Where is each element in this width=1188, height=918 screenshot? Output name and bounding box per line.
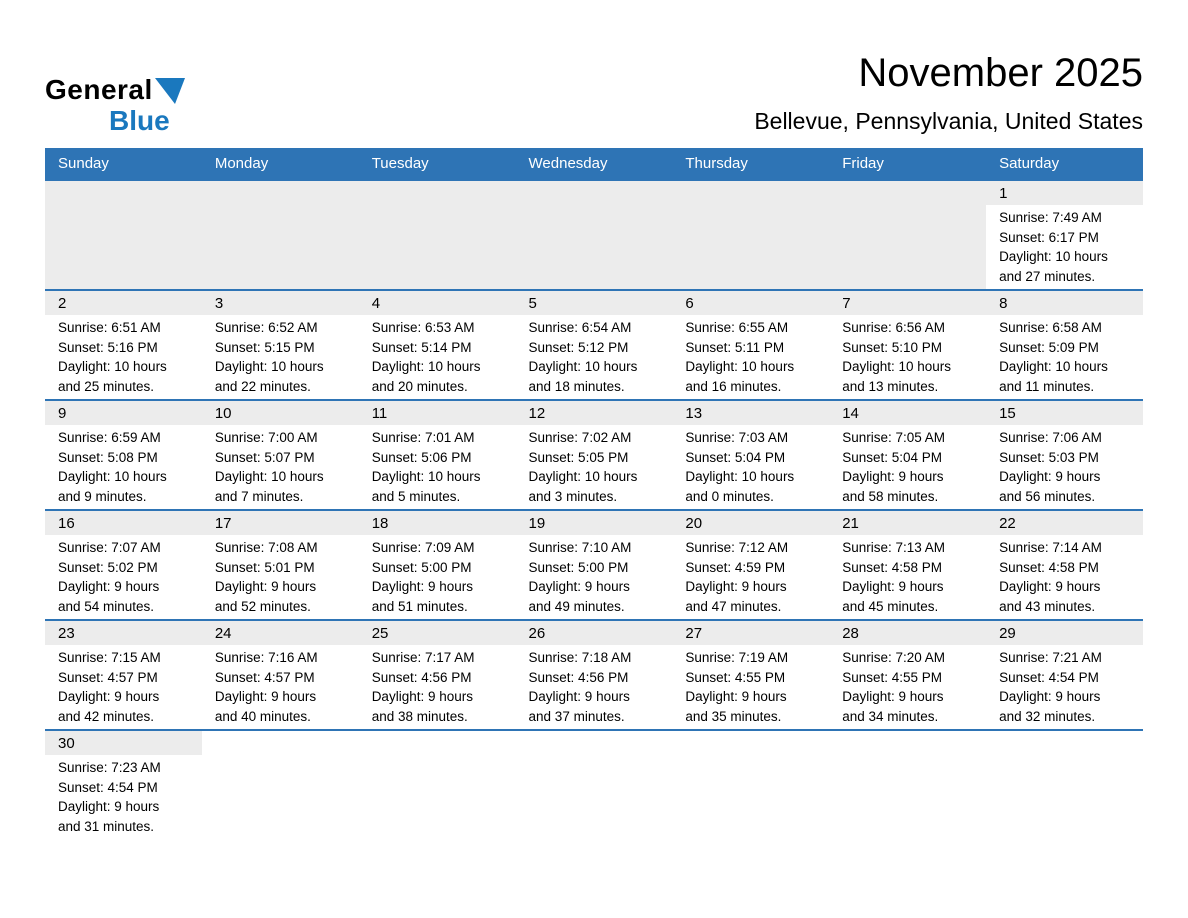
week-row-4 bbox=[45, 509, 1143, 619]
sunrise-text: Sunrise: 6:56 AM bbox=[842, 320, 946, 335]
sunrise-text: Sunrise: 7:01 AM bbox=[371, 430, 475, 445]
sunset-text: Sunset: 4:55 PM bbox=[685, 669, 786, 685]
sunrise-text: Sunrise: 7:09 AM bbox=[371, 540, 475, 555]
daylight-text-line1: Daylight: 10 hours bbox=[685, 469, 795, 484]
day-cell-18 bbox=[359, 511, 516, 619]
day-cell-11 bbox=[359, 401, 516, 509]
sunrise-text: Sunrise: 7:14 AM bbox=[999, 540, 1102, 555]
daylight-text-line1: Daylight: 10 hours bbox=[58, 469, 167, 484]
day-cell-3 bbox=[202, 291, 359, 399]
title-block bbox=[754, 50, 1143, 136]
sunrise-text: Sunrise: 7:08 AM bbox=[214, 540, 318, 555]
sunset-text: Sunset: 5:04 PM bbox=[685, 449, 786, 465]
sunset-text: Sunset: 4:58 PM bbox=[999, 559, 1099, 575]
day-details bbox=[359, 315, 516, 396]
day-cell-12 bbox=[516, 401, 673, 509]
daylight-text-line2: and 37 minutes. bbox=[528, 708, 625, 724]
day-number: 25 bbox=[359, 621, 516, 645]
daylight-text-line1: Daylight: 9 hours bbox=[842, 579, 944, 594]
day-number: 3 bbox=[202, 291, 359, 315]
empty-cell bbox=[45, 181, 202, 289]
day-details bbox=[45, 535, 202, 616]
weekday-sunday: Sunday bbox=[58, 155, 109, 172]
day-details bbox=[829, 535, 986, 616]
daylight-text-line1: Daylight: 10 hours bbox=[528, 469, 638, 484]
weekday-wednesday: Wednesday bbox=[528, 155, 608, 172]
day-number: 11 bbox=[359, 401, 516, 425]
logo-text-general: General bbox=[45, 74, 153, 105]
page-title: November 2025 bbox=[858, 51, 1143, 95]
daylight-text-line2: and 43 minutes. bbox=[999, 598, 1096, 614]
daylight-text-line1: Daylight: 10 hours bbox=[371, 359, 481, 374]
sunset-text: Sunset: 5:14 PM bbox=[371, 339, 472, 355]
weeks-container bbox=[45, 179, 1143, 839]
daylight-text-line1: Daylight: 9 hours bbox=[842, 469, 944, 484]
sunset-text: Sunset: 5:02 PM bbox=[58, 559, 158, 575]
day-details bbox=[202, 535, 359, 616]
daylight-text-line1: Daylight: 9 hours bbox=[371, 579, 473, 594]
sunset-text: Sunset: 5:04 PM bbox=[842, 449, 943, 465]
day-number: 30 bbox=[45, 731, 202, 755]
day-details bbox=[672, 315, 829, 396]
daylight-text-line1: Daylight: 10 hours bbox=[58, 359, 167, 374]
day-cell-14 bbox=[829, 401, 986, 509]
empty-cell bbox=[359, 181, 516, 289]
day-cell-23 bbox=[45, 621, 202, 729]
day-number: 23 bbox=[45, 621, 202, 645]
day-cell-22 bbox=[986, 511, 1143, 619]
day-number: 8 bbox=[986, 291, 1143, 315]
day-number: 7 bbox=[829, 291, 986, 315]
day-number: 16 bbox=[45, 511, 202, 535]
day-details bbox=[202, 645, 359, 726]
daylight-text-line2: and 45 minutes. bbox=[842, 598, 939, 614]
day-details bbox=[516, 535, 673, 616]
daylight-text-line2: and 3 minutes. bbox=[528, 488, 618, 504]
week-row-3 bbox=[45, 399, 1143, 509]
day-details bbox=[829, 315, 986, 396]
day-cell-29 bbox=[986, 621, 1143, 729]
sunrise-text: Sunrise: 7:13 AM bbox=[842, 540, 946, 555]
empty-cell bbox=[516, 181, 673, 289]
day-cell-17 bbox=[202, 511, 359, 619]
sunset-text: Sunset: 5:08 PM bbox=[58, 449, 158, 465]
day-number: 6 bbox=[672, 291, 829, 315]
daylight-text-line2: and 7 minutes. bbox=[214, 488, 304, 504]
day-cell-27 bbox=[672, 621, 829, 729]
day-number: 24 bbox=[202, 621, 359, 645]
day-cell-30 bbox=[45, 731, 202, 839]
day-number: 13 bbox=[672, 401, 829, 425]
daylight-text-line1: Daylight: 9 hours bbox=[58, 799, 160, 814]
daylight-text-line2: and 5 minutes. bbox=[371, 488, 461, 504]
sunset-text: Sunset: 6:17 PM bbox=[999, 229, 1099, 245]
logo-triangle-icon bbox=[155, 76, 185, 106]
daylight-text-line1: Daylight: 10 hours bbox=[999, 359, 1108, 374]
daylight-text-line1: Daylight: 9 hours bbox=[58, 689, 160, 704]
sunset-text: Sunset: 4:56 PM bbox=[371, 669, 472, 685]
sunset-text: Sunset: 5:11 PM bbox=[685, 339, 785, 355]
day-cell-7 bbox=[829, 291, 986, 399]
sunset-text: Sunset: 5:00 PM bbox=[528, 559, 629, 575]
sunrise-text: Sunrise: 7:18 AM bbox=[528, 650, 632, 665]
day-number: 9 bbox=[45, 401, 202, 425]
daylight-text-line2: and 56 minutes. bbox=[999, 488, 1096, 504]
day-number: 20 bbox=[672, 511, 829, 535]
day-details bbox=[986, 645, 1143, 726]
daylight-text-line2: and 54 minutes. bbox=[58, 598, 155, 614]
day-number: 28 bbox=[829, 621, 986, 645]
day-number: 14 bbox=[829, 401, 986, 425]
daylight-text-line2: and 42 minutes. bbox=[58, 708, 155, 724]
sunrise-text: Sunrise: 7:00 AM bbox=[214, 430, 318, 445]
day-details bbox=[986, 535, 1143, 616]
daylight-text-line1: Daylight: 9 hours bbox=[58, 579, 160, 594]
empty-cell bbox=[202, 181, 359, 289]
logo-row bbox=[45, 76, 185, 106]
day-details bbox=[516, 315, 673, 396]
daylight-text-line2: and 34 minutes. bbox=[842, 708, 939, 724]
sunset-text: Sunset: 5:16 PM bbox=[58, 339, 158, 355]
daylight-text-line2: and 35 minutes. bbox=[685, 708, 782, 724]
day-details bbox=[516, 645, 673, 726]
sunset-text: Sunset: 5:00 PM bbox=[371, 559, 472, 575]
sunset-text: Sunset: 4:54 PM bbox=[58, 779, 158, 795]
daylight-text-line1: Daylight: 9 hours bbox=[528, 689, 630, 704]
sunrise-text: Sunrise: 7:07 AM bbox=[58, 540, 161, 555]
sunrise-text: Sunrise: 7:49 AM bbox=[999, 210, 1102, 225]
sunrise-text: Sunrise: 7:06 AM bbox=[999, 430, 1102, 445]
weekday-saturday: Saturday bbox=[999, 155, 1060, 172]
empty-cell bbox=[829, 731, 986, 839]
day-cell-19 bbox=[516, 511, 673, 619]
daylight-text-line2: and 16 minutes. bbox=[685, 378, 782, 394]
daylight-text-line2: and 20 minutes. bbox=[371, 378, 468, 394]
daylight-text-line1: Daylight: 9 hours bbox=[842, 689, 944, 704]
week-row-6 bbox=[45, 729, 1143, 839]
sunset-text: Sunset: 5:06 PM bbox=[371, 449, 472, 465]
sunset-text: Sunset: 5:07 PM bbox=[214, 449, 315, 465]
weekday-header bbox=[45, 148, 1143, 179]
daylight-text-line2: and 31 minutes. bbox=[58, 818, 155, 834]
sunrise-text: Sunrise: 6:59 AM bbox=[58, 430, 161, 445]
day-number: 2 bbox=[45, 291, 202, 315]
sunset-text: Sunset: 5:10 PM bbox=[842, 339, 943, 355]
day-cell-9 bbox=[45, 401, 202, 509]
sunset-text: Sunset: 5:03 PM bbox=[999, 449, 1099, 465]
daylight-text-line2: and 38 minutes. bbox=[371, 708, 468, 724]
week-row-2 bbox=[45, 289, 1143, 399]
day-details bbox=[986, 315, 1143, 396]
day-cell-4 bbox=[359, 291, 516, 399]
daylight-text-line1: Daylight: 10 hours bbox=[214, 359, 324, 374]
sunset-text: Sunset: 4:57 PM bbox=[214, 669, 315, 685]
week-row-1 bbox=[45, 179, 1143, 289]
sunrise-text: Sunrise: 6:55 AM bbox=[685, 320, 789, 335]
daylight-text-line1: Daylight: 10 hours bbox=[214, 469, 324, 484]
weekday-monday: Monday bbox=[214, 155, 269, 172]
daylight-text-line2: and 58 minutes. bbox=[842, 488, 939, 504]
empty-cell bbox=[202, 731, 359, 839]
daylight-text-line1: Daylight: 9 hours bbox=[999, 469, 1101, 484]
daylight-text-line2: and 51 minutes. bbox=[371, 598, 468, 614]
day-cell-15 bbox=[986, 401, 1143, 509]
daylight-text-line1: Daylight: 9 hours bbox=[214, 689, 317, 704]
sunset-text: Sunset: 5:12 PM bbox=[528, 339, 629, 355]
daylight-text-line2: and 47 minutes. bbox=[685, 598, 782, 614]
daylight-text-line2: and 0 minutes. bbox=[685, 488, 774, 504]
day-details bbox=[672, 425, 829, 506]
logo-text-blue: Blue bbox=[109, 105, 170, 136]
day-number: 15 bbox=[986, 401, 1143, 425]
daylight-text-line1: Daylight: 9 hours bbox=[214, 579, 317, 594]
page-subtitle: Bellevue, Pennsylvania, United States bbox=[754, 108, 1143, 134]
day-details bbox=[672, 535, 829, 616]
daylight-text-line2: and 9 minutes. bbox=[58, 488, 147, 504]
daylight-text-line2: and 13 minutes. bbox=[842, 378, 939, 394]
sunrise-text: Sunrise: 7:10 AM bbox=[528, 540, 632, 555]
daylight-text-line1: Daylight: 10 hours bbox=[842, 359, 952, 374]
sunrise-text: Sunrise: 7:05 AM bbox=[842, 430, 946, 445]
empty-cell bbox=[672, 731, 829, 839]
sunset-text: Sunset: 4:55 PM bbox=[842, 669, 943, 685]
day-details bbox=[202, 315, 359, 396]
day-cell-28 bbox=[829, 621, 986, 729]
day-number: 17 bbox=[202, 511, 359, 535]
daylight-text-line1: Daylight: 9 hours bbox=[685, 579, 787, 594]
sunset-text: Sunset: 4:59 PM bbox=[685, 559, 786, 575]
day-cell-1 bbox=[986, 181, 1143, 289]
sunrise-text: Sunrise: 7:03 AM bbox=[685, 430, 789, 445]
day-number: 18 bbox=[359, 511, 516, 535]
day-details bbox=[202, 425, 359, 506]
day-cell-13 bbox=[672, 401, 829, 509]
daylight-text-line2: and 25 minutes. bbox=[58, 378, 155, 394]
day-cell-25 bbox=[359, 621, 516, 729]
empty-cell bbox=[672, 181, 829, 289]
day-details bbox=[359, 645, 516, 726]
day-number: 19 bbox=[516, 511, 673, 535]
sunset-text: Sunset: 4:58 PM bbox=[842, 559, 943, 575]
general-blue-logo bbox=[45, 76, 185, 135]
sunset-text: Sunset: 5:15 PM bbox=[214, 339, 315, 355]
weekday-thursday: Thursday bbox=[685, 155, 748, 172]
empty-cell bbox=[359, 731, 516, 839]
sunrise-text: Sunrise: 7:17 AM bbox=[371, 650, 475, 665]
day-number: 27 bbox=[672, 621, 829, 645]
sunset-text: Sunset: 4:54 PM bbox=[999, 669, 1099, 685]
day-details bbox=[986, 425, 1143, 506]
day-details bbox=[829, 645, 986, 726]
daylight-text-line1: Daylight: 10 hours bbox=[371, 469, 481, 484]
sunrise-text: Sunrise: 7:15 AM bbox=[58, 650, 161, 665]
weekday-tuesday: Tuesday bbox=[371, 155, 429, 172]
week-row-5 bbox=[45, 619, 1143, 729]
day-number: 1 bbox=[986, 181, 1143, 205]
sunset-text: Sunset: 5:05 PM bbox=[528, 449, 629, 465]
daylight-text-line1: Daylight: 10 hours bbox=[685, 359, 795, 374]
daylight-text-line2: and 18 minutes. bbox=[528, 378, 625, 394]
day-cell-26 bbox=[516, 621, 673, 729]
daylight-text-line1: Daylight: 9 hours bbox=[999, 579, 1101, 594]
day-number: 4 bbox=[359, 291, 516, 315]
sunrise-text: Sunrise: 7:19 AM bbox=[685, 650, 789, 665]
day-cell-2 bbox=[45, 291, 202, 399]
calendar bbox=[45, 148, 1143, 839]
day-details bbox=[672, 645, 829, 726]
sunrise-text: Sunrise: 6:53 AM bbox=[371, 320, 475, 335]
day-number: 22 bbox=[986, 511, 1143, 535]
day-details bbox=[45, 315, 202, 396]
sunrise-text: Sunrise: 7:20 AM bbox=[842, 650, 946, 665]
empty-cell bbox=[986, 731, 1143, 839]
sunrise-text: Sunrise: 6:52 AM bbox=[214, 320, 318, 335]
day-cell-24 bbox=[202, 621, 359, 729]
day-number: 12 bbox=[516, 401, 673, 425]
sunset-text: Sunset: 4:57 PM bbox=[58, 669, 158, 685]
day-number: 26 bbox=[516, 621, 673, 645]
daylight-text-line1: Daylight: 10 hours bbox=[999, 249, 1108, 264]
sunset-text: Sunset: 5:01 PM bbox=[214, 559, 315, 575]
day-details bbox=[359, 535, 516, 616]
daylight-text-line1: Daylight: 9 hours bbox=[528, 579, 630, 594]
daylight-text-line1: Daylight: 9 hours bbox=[371, 689, 473, 704]
daylight-text-line2: and 40 minutes. bbox=[214, 708, 311, 724]
day-cell-21 bbox=[829, 511, 986, 619]
day-cell-6 bbox=[672, 291, 829, 399]
day-details bbox=[45, 755, 202, 836]
daylight-text-line2: and 11 minutes. bbox=[999, 378, 1095, 394]
day-details bbox=[45, 425, 202, 506]
day-details bbox=[359, 425, 516, 506]
day-cell-20 bbox=[672, 511, 829, 619]
sunrise-text: Sunrise: 6:58 AM bbox=[999, 320, 1102, 335]
daylight-text-line1: Daylight: 9 hours bbox=[999, 689, 1101, 704]
sunset-text: Sunset: 4:56 PM bbox=[528, 669, 629, 685]
empty-cell bbox=[516, 731, 673, 839]
sunset-text: Sunset: 5:09 PM bbox=[999, 339, 1099, 355]
masthead bbox=[45, 0, 1143, 136]
daylight-text-line2: and 27 minutes. bbox=[999, 268, 1096, 284]
day-number: 29 bbox=[986, 621, 1143, 645]
sunrise-text: Sunrise: 7:02 AM bbox=[528, 430, 632, 445]
daylight-text-line2: and 52 minutes. bbox=[214, 598, 311, 614]
day-details bbox=[829, 425, 986, 506]
day-details bbox=[516, 425, 673, 506]
sunrise-text: Sunrise: 6:54 AM bbox=[528, 320, 632, 335]
day-details bbox=[986, 205, 1143, 286]
daylight-text-line1: Daylight: 9 hours bbox=[685, 689, 787, 704]
day-cell-16 bbox=[45, 511, 202, 619]
sunrise-text: Sunrise: 7:16 AM bbox=[214, 650, 318, 665]
daylight-text-line2: and 32 minutes. bbox=[999, 708, 1096, 724]
day-number: 21 bbox=[829, 511, 986, 535]
sunrise-text: Sunrise: 7:12 AM bbox=[685, 540, 789, 555]
day-details bbox=[45, 645, 202, 726]
day-cell-10 bbox=[202, 401, 359, 509]
day-number: 5 bbox=[516, 291, 673, 315]
sunrise-text: Sunrise: 6:51 AM bbox=[58, 320, 161, 335]
daylight-text-line1: Daylight: 10 hours bbox=[528, 359, 638, 374]
day-cell-5 bbox=[516, 291, 673, 399]
day-number: 10 bbox=[202, 401, 359, 425]
daylight-text-line2: and 22 minutes. bbox=[214, 378, 311, 394]
empty-cell bbox=[829, 181, 986, 289]
sunrise-text: Sunrise: 7:23 AM bbox=[58, 760, 161, 775]
sunrise-text: Sunrise: 7:21 AM bbox=[999, 650, 1102, 665]
daylight-text-line2: and 49 minutes. bbox=[528, 598, 625, 614]
day-cell-8 bbox=[986, 291, 1143, 399]
weekday-friday: Friday bbox=[842, 155, 884, 172]
